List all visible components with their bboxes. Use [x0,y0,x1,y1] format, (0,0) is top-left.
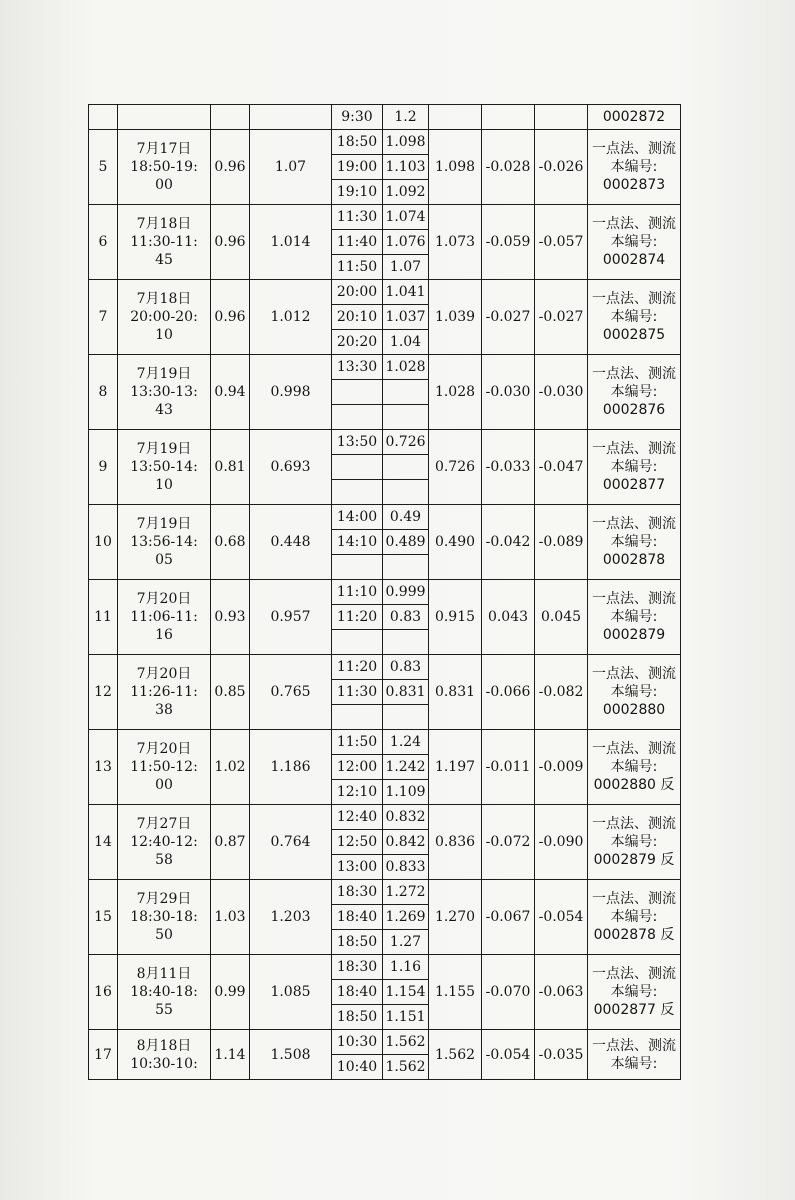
cell-flow: 0.693 [250,430,332,505]
note-line: 0002877 [602,477,666,493]
date-line: 7月27日 [136,816,192,832]
cell-time: 18:50 [332,930,383,955]
cell-reading: 1.098 [383,130,429,155]
date-line: 7月20日 [136,741,192,757]
cell-time: 10:30 [332,1030,383,1055]
cell-time: 14:10 [332,530,383,555]
cell-reading: 1.076 [383,230,429,255]
note-line: 0002874 [602,252,666,268]
table-row [89,880,681,905]
cell-time: 11:30 [332,205,383,230]
cell-reading: 1.028 [383,355,429,380]
note-line: 一点法、测流 [592,816,676,832]
note-line: 0002878 反 [593,927,675,943]
cell-reading: 1.16 [383,955,429,980]
cell-date [118,130,211,205]
cell-diff2: -0.082 [535,655,588,730]
cell-reading: 0.726 [383,430,429,455]
cell-flow: 1.203 [250,880,332,955]
date-line: 13:50-14: [130,459,198,475]
cell-depth: 0.96 [211,130,250,205]
cell-diff1: -0.042 [482,505,535,580]
table-row [89,730,681,755]
cell-time: 20:20 [332,330,383,355]
cell-time: 20:10 [332,305,383,330]
cell-time: 18:50 [332,130,383,155]
cell-time: 11:10 [332,580,383,605]
date-line: 8月18日 [136,1037,192,1054]
cell-flow: 1.508 [250,1030,332,1080]
date-line: 7月18日 [136,216,192,232]
cell-date [118,355,211,430]
note-line: 本编号: [610,609,658,625]
cell-reading: 1.269 [383,905,429,930]
cell-time [332,455,383,480]
table-row [89,505,681,530]
cell-date [118,730,211,805]
cell-time: 12:00 [332,755,383,780]
cell-reading [383,405,429,430]
measurement-table [88,104,681,1080]
note-line: 一点法、测流 [592,516,676,532]
cell-no: 12 [89,655,118,730]
cell-diff1: -0.033 [482,430,535,505]
table-row [89,430,681,455]
cell-note [588,580,681,655]
cell-flow [250,105,332,130]
cell-avg: 1.270 [429,880,482,955]
cell-time: 12:10 [332,780,383,805]
date-line: 12:40-12: [130,834,198,850]
cell-time: 18:40 [332,905,383,930]
date-line: 7月18日 [136,291,192,307]
cell-diff2: -0.030 [535,355,588,430]
cell-note [588,430,681,505]
date-line: 7月19日 [136,366,192,382]
cell-depth: 0.99 [211,955,250,1030]
cell-diff1: -0.028 [482,130,535,205]
note-line: 0002880 反 [593,777,675,793]
cell-date [118,655,211,730]
cell-avg: 1.028 [429,355,482,430]
note-line: 0002873 [602,177,666,193]
cell-flow: 1.012 [250,280,332,355]
cell-reading: 1.092 [383,180,429,205]
note-line: 0002879 [602,627,666,643]
cell-depth: 0.87 [211,805,250,880]
cell-diff2: -0.026 [535,130,588,205]
date-line: 11:50-12: [130,759,198,775]
cell-note [588,880,681,955]
cell-time: 18:50 [332,1005,383,1030]
cell-note [588,355,681,430]
date-line: 58 [155,852,173,868]
cell-note [588,1030,681,1080]
cell-avg: 1.197 [429,730,482,805]
cell-reading: 1.562 [383,1055,429,1080]
cell-diff1: -0.070 [482,955,535,1030]
cell-reading: 0.833 [383,855,429,880]
note-line: 本编号: [610,684,658,700]
cell-time: 11:50 [332,730,383,755]
date-line: 7月19日 [136,516,192,532]
cell-time: 10:40 [332,1055,383,1080]
date-line: 10 [155,477,173,493]
note-line: 一点法、测流 [592,366,676,382]
table-row [89,805,681,830]
date-line: 13:56-14: [130,534,198,550]
cell-reading: 1.272 [383,880,429,905]
cell-depth: 1.14 [211,1030,250,1080]
cell-diff2: -0.047 [535,430,588,505]
cell-time [332,405,383,430]
cell-time: 11:30 [332,680,383,705]
cell-depth [211,105,250,130]
cell-diff1: -0.067 [482,880,535,955]
cell-reading: 1.2 [383,105,429,130]
cell-diff2: -0.057 [535,205,588,280]
cell-note [588,505,681,580]
note-line: 一点法、测流 [592,741,676,757]
note-line: 本编号: [610,384,658,400]
table-row [89,130,681,155]
date-line: 11:06-11: [130,609,198,625]
cell-note [588,730,681,805]
cell-reading [383,455,429,480]
cell-time: 14:00 [332,505,383,530]
cell-depth: 1.03 [211,880,250,955]
note-line: 本编号: [610,459,658,475]
cell-date [118,430,211,505]
date-line: 11:26-11: [130,684,198,700]
table-row [89,580,681,605]
cell-time: 19:10 [332,180,383,205]
cell-no: 14 [89,805,118,880]
note-line: 一点法、测流 [592,966,676,982]
date-line: 7月29日 [136,891,192,907]
cell-diff1: -0.027 [482,280,535,355]
cell-note [588,130,681,205]
table-row [89,355,681,380]
cell-reading: 1.109 [383,780,429,805]
cell-time: 18:40 [332,980,383,1005]
cell-avg: 1.039 [429,280,482,355]
cell-depth: 0.96 [211,205,250,280]
cell-reading: 1.103 [383,155,429,180]
cell-time: 13:50 [332,430,383,455]
cell-time: 12:40 [332,805,383,830]
note-line: 本编号: [610,534,658,550]
cell-reading: 1.07 [383,255,429,280]
cell-time [332,480,383,505]
cell-flow: 0.764 [250,805,332,880]
cell-flow: 1.186 [250,730,332,805]
cell-note [588,805,681,880]
date-line: 10 [155,327,173,343]
note-line: 本编号: [610,309,658,325]
cell-avg [429,105,482,130]
date-line: 00 [155,177,173,193]
cell-flow: 1.085 [250,955,332,1030]
cell-no: 16 [89,955,118,1030]
note-line: 本编号: [610,234,658,250]
cell-reading: 1.24 [383,730,429,755]
cell-reading: 1.037 [383,305,429,330]
note-line: 本编号: [610,759,658,775]
cell-date [118,105,211,130]
cell-diff2 [535,105,588,130]
cell-diff2: -0.027 [535,280,588,355]
cell-reading: 0.49 [383,505,429,530]
note-line: 一点法、测流 [592,1037,676,1054]
note-line: 0002876 [602,402,666,418]
cell-time: 12:50 [332,830,383,855]
cell-avg: 0.726 [429,430,482,505]
cell-no: 13 [89,730,118,805]
date-line: 05 [155,552,173,568]
cell-date [118,280,211,355]
table-row-partial [89,105,681,130]
cell-reading: 1.041 [383,280,429,305]
cell-time: 18:30 [332,880,383,905]
table-row [89,280,681,305]
cell-flow: 1.07 [250,130,332,205]
cell-note [588,280,681,355]
cell-note [588,205,681,280]
cell-flow: 0.957 [250,580,332,655]
date-line: 7月19日 [136,441,192,457]
note-line: 一点法、测流 [592,891,676,907]
cell-reading: 0.832 [383,805,429,830]
date-line: 18:40-18: [130,984,198,1000]
cell-diff1: -0.066 [482,655,535,730]
note-line: 0002878 [602,552,666,568]
date-line: 7月20日 [136,666,192,682]
cell-no: 17 [89,1030,118,1080]
note-line: 一点法、测流 [592,291,676,307]
date-line: 43 [155,402,173,418]
note-line: 一点法、测流 [592,141,676,157]
cell-no: 11 [89,580,118,655]
cell-no: 6 [89,205,118,280]
note-line: 本编号: [610,159,658,175]
cell-date [118,805,211,880]
cell-reading: 0.83 [383,655,429,680]
cell-reading: 0.842 [383,830,429,855]
cell-time: 11:40 [332,230,383,255]
cell-reading: 0.83 [383,605,429,630]
cell-diff1: 0.043 [482,580,535,655]
cell-avg: 0.915 [429,580,482,655]
date-line: 00 [155,777,173,793]
cell-depth: 0.81 [211,430,250,505]
date-line: 18:50-19: [130,159,198,175]
cell-reading: 0.999 [383,580,429,605]
cell-reading: 0.831 [383,680,429,705]
cell-no: 7 [89,280,118,355]
cell-reading [383,555,429,580]
table-row [89,955,681,980]
cell-avg: 0.831 [429,655,482,730]
cell-date [118,580,211,655]
cell-reading: 1.04 [383,330,429,355]
cell-no [89,105,118,130]
date-line: 18:30-18: [130,909,198,925]
cell-reading: 1.154 [383,980,429,1005]
cell-avg: 1.098 [429,130,482,205]
cell-reading [383,705,429,730]
cell-time: 13:00 [332,855,383,880]
cell-depth: 0.85 [211,655,250,730]
cell-flow: 0.448 [250,505,332,580]
table-row [89,205,681,230]
cell-reading [383,380,429,405]
cell-note [588,955,681,1030]
cell-avg: 1.155 [429,955,482,1030]
cell-reading: 1.151 [383,1005,429,1030]
cell-diff1: -0.059 [482,205,535,280]
cell-no: 9 [89,430,118,505]
cell-reading: 1.27 [383,930,429,955]
date-line: 45 [155,252,173,268]
cell-no: 10 [89,505,118,580]
cell-depth: 0.68 [211,505,250,580]
cell-flow: 1.014 [250,205,332,280]
cell-flow: 0.998 [250,355,332,430]
cell-depth: 0.96 [211,280,250,355]
date-line: 8月11日 [136,966,192,982]
cell-diff2: -0.009 [535,730,588,805]
date-line: 38 [155,702,173,718]
cell-date [118,1030,211,1080]
date-line: 7月17日 [136,141,192,157]
cell-note: 0002872 [588,105,681,130]
cell-avg: 1.073 [429,205,482,280]
cell-diff1: -0.054 [482,1030,535,1080]
date-line: 20:00-20: [130,309,198,325]
cell-flow: 0.765 [250,655,332,730]
table-row [89,1030,681,1055]
cell-no: 5 [89,130,118,205]
cell-time: 19:00 [332,155,383,180]
note-line: 一点法、测流 [592,216,676,232]
cell-reading: 1.562 [383,1030,429,1055]
cell-reading [383,630,429,655]
cell-date [118,505,211,580]
cell-time [332,630,383,655]
cell-no: 15 [89,880,118,955]
cell-time [332,705,383,730]
date-line: 50 [155,927,173,943]
cell-diff2: -0.089 [535,505,588,580]
cell-avg: 1.562 [429,1030,482,1080]
cell-diff2: -0.063 [535,955,588,1030]
note-line: 0002879 反 [593,852,675,868]
table-row [89,655,681,680]
cell-reading: 0.489 [383,530,429,555]
cell-time: 18:30 [332,955,383,980]
date-line: 11:30-11: [130,234,198,250]
note-line: 一点法、测流 [592,441,676,457]
date-line: 55 [155,1002,173,1018]
cell-time: 9:30 [332,105,383,130]
cell-depth: 0.94 [211,355,250,430]
cell-time [332,555,383,580]
cell-diff1: -0.030 [482,355,535,430]
date-line: 13:30-13: [130,384,198,400]
cell-diff2: -0.090 [535,805,588,880]
cell-depth: 1.02 [211,730,250,805]
cell-time: 11:50 [332,255,383,280]
date-line: 16 [155,627,173,643]
note-line: 0002875 [602,327,666,343]
note-line: 一点法、测流 [592,591,676,607]
cell-date [118,880,211,955]
cell-no: 8 [89,355,118,430]
cell-diff2: 0.045 [535,580,588,655]
cell-avg: 0.836 [429,805,482,880]
cell-date [118,205,211,280]
cell-reading [383,480,429,505]
cell-reading: 1.074 [383,205,429,230]
cell-diff2: -0.054 [535,880,588,955]
cell-time: 11:20 [332,605,383,630]
date-line: 10:30-10: [130,1055,198,1072]
cell-diff1: -0.072 [482,805,535,880]
cell-time: 20:00 [332,280,383,305]
note-line: 0002877 反 [593,1002,675,1018]
cell-note [588,655,681,730]
date-line: 7月20日 [136,591,192,607]
faint-header-text [330,4,440,18]
cell-date [118,955,211,1030]
note-line: 一点法、测流 [592,666,676,682]
cell-reading: 1.242 [383,755,429,780]
note-line: 本编号: [610,834,658,850]
cell-diff1 [482,105,535,130]
cell-time [332,380,383,405]
note-line: 本编号: [610,909,658,925]
cell-time: 11:20 [332,655,383,680]
cell-depth: 0.93 [211,580,250,655]
cell-time: 13:30 [332,355,383,380]
note-line: 本编号: [610,984,658,1000]
cell-diff2: -0.035 [535,1030,588,1080]
note-line: 0002880 [602,702,666,718]
cell-avg: 0.490 [429,505,482,580]
cell-diff1: -0.011 [482,730,535,805]
note-line: 本编号: [610,1055,658,1072]
